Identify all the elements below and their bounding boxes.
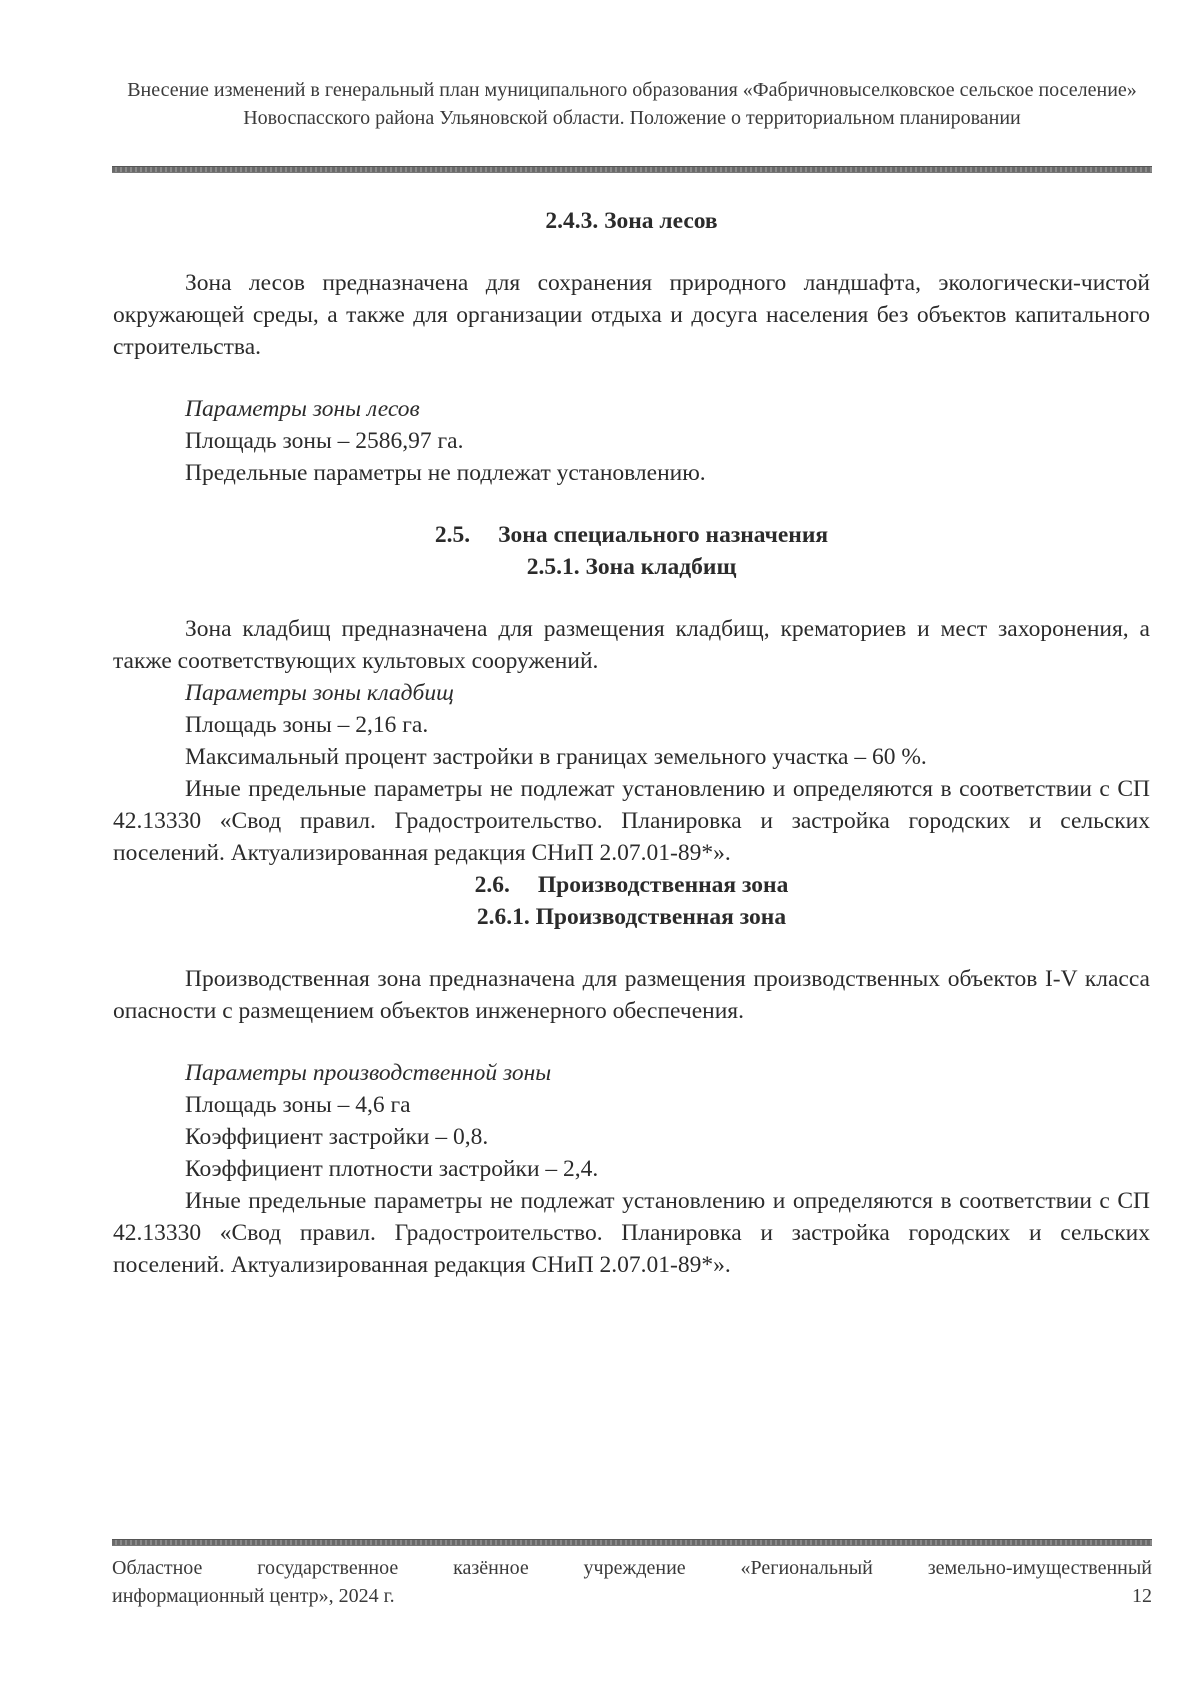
heading-2-4-3: 2.4.3. Зона лесов [545,208,718,234]
params-title-forest: Параметры зоны лесов [185,396,420,422]
page-footer [112,1554,1152,1610]
heading-2-6-1: 2.6.1. Производственная зона [476,904,787,930]
footer-rule [112,1539,1152,1546]
heading-2-5-title: Зона специального назначения [498,522,829,548]
page-number: 12 [1132,1585,1152,1607]
paragraph-cemetery-zone: Зона кладбищ предназначена для размещения кладбищ, крематориев и мест захоронения, а также соответствующих культовых сооружений. [113,616,1150,674]
cemetery-other-params: Иные предельные параметры не подлежат установлению и определяются в соответствии с СП 42.13330 «Свод правил. Градостроительство. Планировка и застройка городских и сельских поселений. Актуализированная редакция СНиП 2.07.01-89*». [113,776,1150,866]
production-coef-density: Коэффициент плотности застройки – 2,4. [185,1156,599,1182]
page-content [113,205,1150,1281]
header-rule [112,166,1152,173]
production-area: Площадь зоны – 4,6 га [185,1092,411,1118]
footer-line-2: информационный центр», 2024 г. [112,1585,395,1607]
params-title-production: Параметры производственной зоны [185,1060,552,1086]
heading-2-6-title: Производственная зона [537,872,789,898]
heading-2-6-number: 2.6. [474,872,510,898]
running-header: Внесение изменений в генеральный план муниципального образования «Фабричновыселковское сельское поселение» Новоспасского района Ульяновской области. Положение о территориальном планировании [127,79,1137,129]
heading-2-5 [113,519,1150,551]
production-other-params: Иные предельные параметры не подлежат установлению и определяются в соответствии с СП 42.13330 «Свод правил. Градостроительство. Планировка и застройка городских и сельских поселений. Актуализированная редакция СНиП 2.07.01-89*». [113,1188,1150,1278]
forest-area: Площадь зоны – 2586,97 га. [185,428,464,454]
cemetery-area: Площадь зоны – 2,16 га. [185,712,429,738]
heading-2-6 [113,869,1150,901]
heading-2-5-1: 2.5.1. Зона кладбищ [526,554,737,580]
heading-2-5-number: 2.5. [434,522,471,548]
paragraph-forest-zone: Зона лесов предназначена для сохранения природного ландшафта, экологически-чистой окружающей среды, а также для организации отдыха и досуга населения без объектов капитального строительства. [113,270,1150,360]
paragraph-production-zone: Производственная зона предназначена для размещения производственных объектов I-V класса опасности с размещением объектов инженерного обеспечения. [113,966,1150,1024]
forest-limits: Предельные параметры не подлежат установлению. [185,460,706,486]
cemetery-max-percent: Максимальный процент застройки в границах земельного участка – 60 %. [185,744,927,770]
params-title-cemetery: Параметры зоны кладбищ [185,680,454,706]
footer-line-1: Областное государственное казённое учреждение «Региональный земельно-имущественный [112,1557,1152,1579]
production-coef-build: Коэффициент застройки – 0,8. [185,1124,489,1150]
